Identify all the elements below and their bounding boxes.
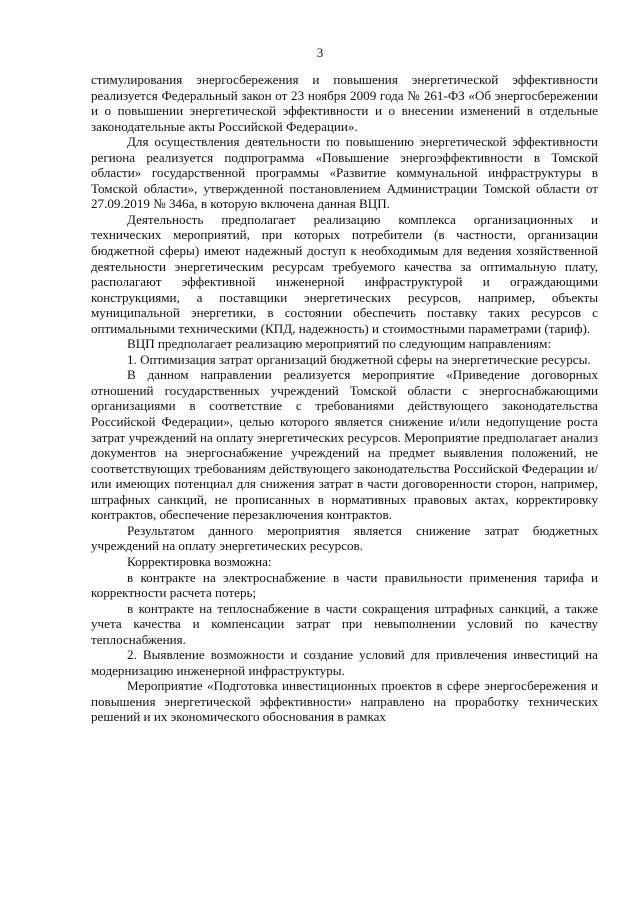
- paragraph-direction-2: 2. Выявление возможности и создание условий для привлечения инвестиций на модернизацию инженерной инфраструктуры.: [91, 647, 598, 678]
- paragraph-correction-possible: Корректировка возможна:: [127, 553, 272, 569]
- paragraph-direction-1-details: В данном направлении реализуется мероприятие «Приведение договорных отношений государственных учреждений Томской области с энергоснабжающими организациями в соответствие с требованиями действующего законодательства Российской Федерации», целью которого является снижение и/или недопущение роста затрат учреждений на оплату энергетических ресурсов. Мероприятие предполагает анализ документов на энергоснабжение учреждений на предмет выявления положений, не соответствующих требованиям действующего законодательства Российской Федерации и/или имеющих потенциал для снижения затрат в части договоренности сторон, например, штрафных санкций, не прописанных в нормативных правовых актах, корректировку контрактов, обеспечение перезаключения контрактов.: [91, 367, 598, 523]
- paragraph-investment-projects: Мероприятие «Подготовка инвестиционных проектов в сфере энергосбережения и повышения энергетической эффективности» направлено на проработку технических решений и их экономического обоснования в рамках: [91, 678, 598, 725]
- document-body: [91, 72, 598, 725]
- paragraph-result: Результатом данного мероприятия является снижение затрат бюджетных учреждений на оплату энергетических ресурсов.: [91, 522, 598, 554]
- page-number: 3: [316, 45, 324, 60]
- paragraph-subprogram: Для осуществления деятельности по повышению энергетической эффективности региона реализуется подпрограмма «Повышение энергоэффективности в Томской области» государственной программы «Развитие коммунальной инфраструктуры в Томской области», утвержденной постановлением Администрации Томской области от 27.09.2019 № 346а, в которую включена данная ВЦП.: [91, 134, 598, 212]
- paragraph-direction-1: 1. Оптимизация затрат организаций бюджетной сферы на энергетические ресурсы.: [127, 351, 591, 367]
- paragraph-law-reference: стимулирования энергосбережения и повышения энергетической эффективности реализуется Федеральный закон от 23 ноября 2009 года № 261-ФЗ «Об энергосбережении и о повышении энергетической эффективности и о внесении изменений в отдельные законодательные акты Российской Федерации».: [91, 72, 598, 134]
- paragraph-electricity-contract: в контракте на электроснабжение в части правильности применения тарифа и корректности расчета потерь;: [91, 569, 598, 601]
- paragraph-directions-intro: ВЦП предполагает реализацию мероприятий по следующим направлениям:: [127, 336, 552, 352]
- paragraph-activity: Деятельность предполагает реализацию комплекса организационных и технических мероприятий, при которых потребители (в частности, организации бюджетной сферы) имеют надежный доступ к необходимым для ведения хозяйственной деятельности энергетическим ресурсам требуемого качества за оптимальную плату, располагают эффективной инженерной инфраструктурой и ограждающими конструкциями, а поставщики энергетических ресурсов, например, объекты муниципальной энергетики, в состоянии обеспечить поставку таких ресурсов с оптимальными техническими (КПД, надежность) и стоимостными параметрами (тариф).: [91, 211, 598, 336]
- paragraph-heat-contract: в контракте на теплоснабжение в части сокращения штрафных санкций, а также учета качества и компенсации затрат при невыполнении условий по качеству теплоснабжения.: [91, 600, 598, 647]
